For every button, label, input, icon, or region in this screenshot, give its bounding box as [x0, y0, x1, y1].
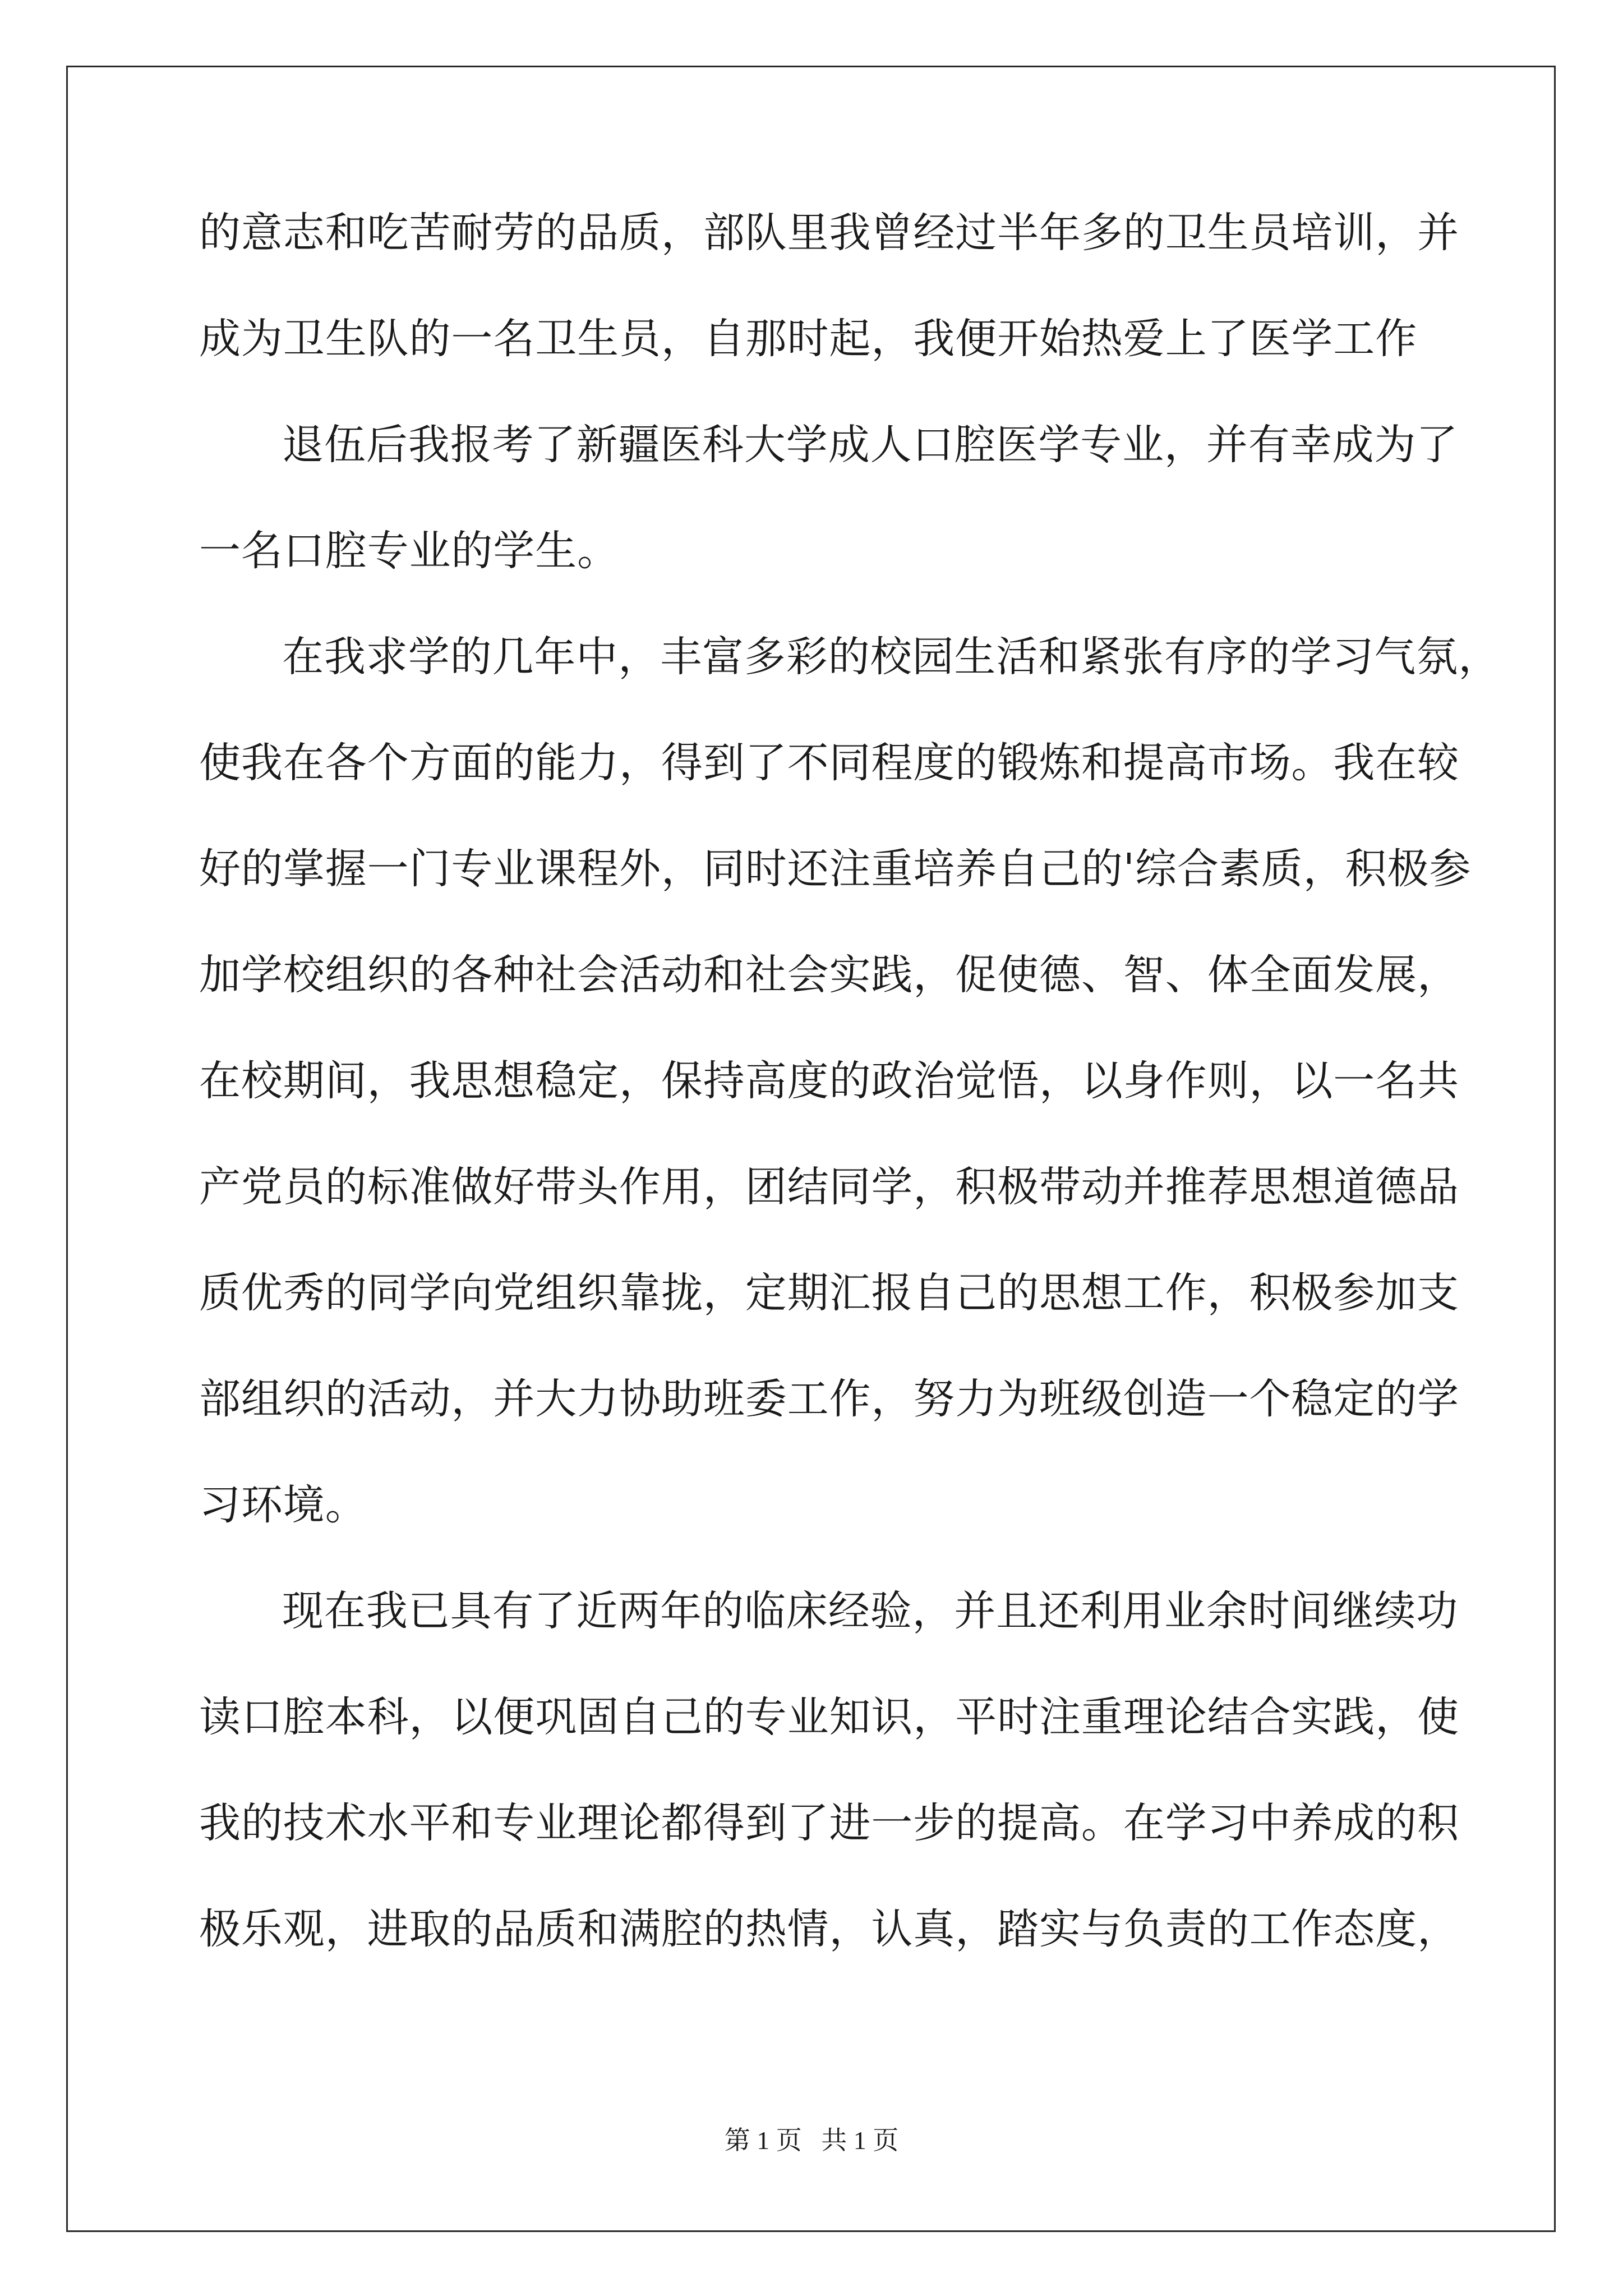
text-line: 极乐观，进取的品质和满腔的热情，认真，踏实与负责的工作态度，	[199, 1905, 1459, 1953]
text-line: 习环境。	[199, 1481, 367, 1529]
paragraph-start-line: 现在我已具有了近两年的临床经验，并且还利用业余时间继续功	[282, 1587, 1459, 1635]
text-line: 使我在各个方面的能力，得到了不同程度的锻炼和提高市场。我在较	[199, 739, 1459, 787]
text-line: 部组织的活动，并大力协助班委工作，努力为班级创造一个稳定的学	[199, 1375, 1459, 1423]
text-line: 质优秀的同学向党组织靠拢，定期汇报自己的思想工作，积极参加支	[199, 1269, 1459, 1317]
paragraph-start-line: 退伍后我报考了新疆医科大学成人口腔医学专业，并有幸成为了	[282, 421, 1459, 469]
text-line: 产党员的标准做好带头作用，团结同学，积极带动并推荐思想道德品	[199, 1163, 1459, 1211]
text-line: 一名口腔专业的学生。	[199, 527, 619, 575]
text-line: 读口腔本科，以便巩固自己的专业知识，平时注重理论结合实践，使	[199, 1693, 1459, 1741]
text-line: 的意志和吃苦耐劳的品质，部队里我曾经过半年多的卫生员培训，并	[199, 209, 1459, 257]
document-body	[199, 208, 1501, 2010]
text-line: 加学校组织的各种社会活动和社会实践，促使德、智、体全面发展，	[199, 951, 1459, 999]
text-line: 成为卫生队的一名卫生员，自那时起，我便开始热爱上了医学工作	[199, 315, 1418, 363]
text-line: 在校期间，我思想稳定，保持高度的政治觉悟，以身作则，以一名共	[199, 1057, 1459, 1105]
page-number-footer: 第 1 页 共 1 页	[724, 2126, 899, 2155]
text-line: 我的技术水平和专业理论都得到了进一步的提高。在学习中养成的积	[199, 1799, 1459, 1847]
paragraph-start-line: 在我求学的几年中，丰富多彩的校园生活和紧张有序的学习气氛，	[282, 633, 1501, 681]
text-line: 好的掌握一门专业课程外，同时还注重培养自己的'综合素质，积极参	[199, 845, 1472, 893]
